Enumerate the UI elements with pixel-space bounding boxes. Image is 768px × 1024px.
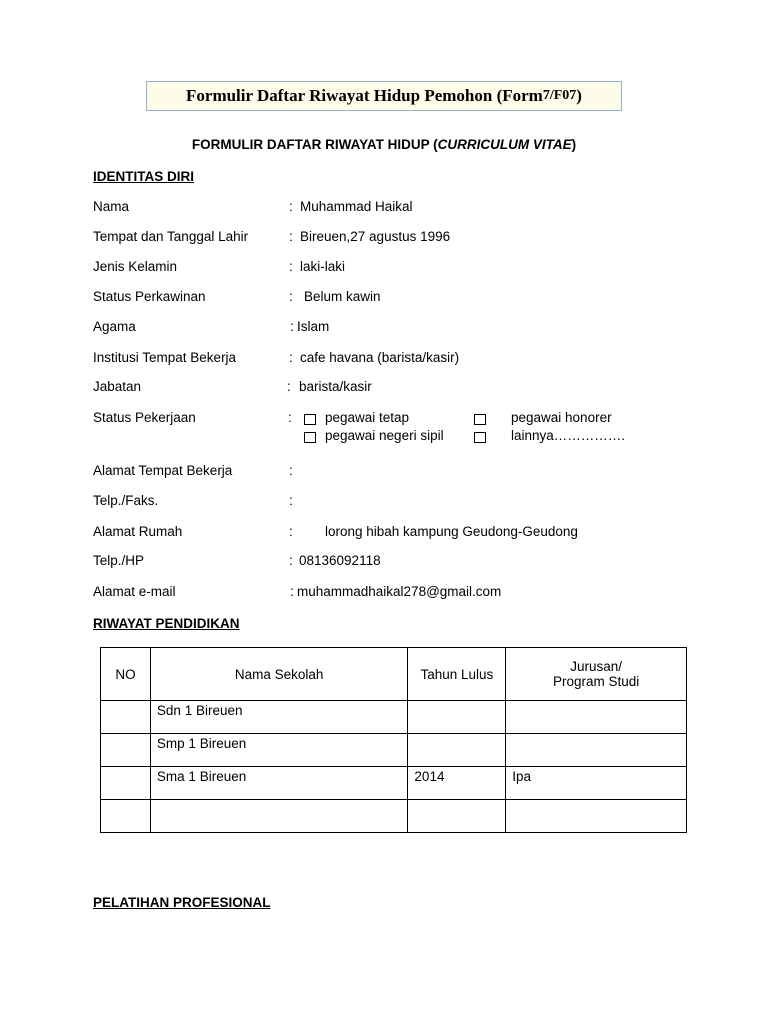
table-cell [101,701,151,734]
form-title-box [146,81,622,111]
option-label-lainnya: lainnya……………. [511,428,626,443]
field-agama: Agama : Islam [93,319,330,334]
checkbox-pegawai-negeri-sipil[interactable] [304,432,316,443]
field-jenis-kelamin: Jenis Kelamin : laki-laki [93,259,346,274]
table-cell [101,800,151,833]
table-row [101,734,687,767]
education-table [100,647,687,833]
field-alamat-rumah: Alamat Rumah : lorong hibah kampung Geudong-Geudong [93,524,578,539]
checkbox-pegawai-honorer[interactable] [474,414,486,425]
column-header-nama-sekolah: Nama Sekolah [150,648,408,701]
field-status-pekerjaan: Status Pekerjaan : [93,410,292,425]
table-cell: Smp 1 Bireuen [150,734,408,767]
field-alamat-tempat-bekerja: Alamat Tempat Bekerja : [93,463,293,478]
table-cell: Sma 1 Bireuen [150,767,408,800]
table-row [101,701,687,734]
table-header-row [101,648,687,701]
section-riwayat-pendidikan: RIWAYAT PENDIDIKAN [93,616,240,631]
document-subtitle: FORMULIR DAFTAR RIWAYAT HIDUP (CURRICULUM VITAE) [191,137,577,152]
table-cell [506,734,687,767]
field-alamat-email: Alamat e-mail : muhammadhaikal278@gmail.com [93,584,502,599]
column-header-jurusan: Jurusan/ Program Studi [506,648,687,701]
field-nama: Nama : Muhammad Haikal [93,199,413,214]
section-pelatihan-profesional: PELATIHAN PROFESIONAL [93,895,271,910]
table-cell [101,767,151,800]
checkbox-pegawai-tetap[interactable] [304,414,316,425]
column-header-tahun-lulus: Tahun Lulus [408,648,506,701]
field-tempat-tanggal-lahir: Tempat dan Tanggal Lahir : Bireuen,27 agustus 1996 [93,229,451,244]
checkbox-lainnya[interactable] [474,432,486,443]
option-label-pegawai-tetap: pegawai tetap [325,410,410,425]
table-cell [506,701,687,734]
field-status-perkawinan: Status Perkawinan : Belum kawin [93,289,381,304]
option-label-pegawai-negeri-sipil: pegawai negeri sipil [325,428,444,443]
table-cell [408,734,506,767]
field-jabatan: Jabatan : barista/kasir [93,379,372,394]
field-telp-faks: Telp./Faks. : [93,493,293,508]
form-title-end: ) [576,86,582,105]
section-identitas-diri: IDENTITAS DIRI [93,169,194,184]
table-cell [150,800,408,833]
table-cell: 2014 [408,767,506,800]
column-header-no: NO [101,648,151,701]
table-cell [506,800,687,833]
table-cell [408,800,506,833]
table-row [101,800,687,833]
table-cell [408,701,506,734]
table-cell: Sdn 1 Bireuen [150,701,408,734]
field-institusi: Institusi Tempat Bekerja : cafe havana (barista/kasir) [93,350,460,365]
form-title-main: Formulir Daftar Riwayat Hidup Pemohon (Form [186,86,543,105]
table-row [101,767,687,800]
table-cell [101,734,151,767]
form-title-code: 7/F07 [542,88,577,103]
table-cell: Ipa [506,767,687,800]
option-label-pegawai-honorer: pegawai honorer [511,410,612,425]
field-telp-hp: Telp./HP : 08136092118 [93,553,381,568]
